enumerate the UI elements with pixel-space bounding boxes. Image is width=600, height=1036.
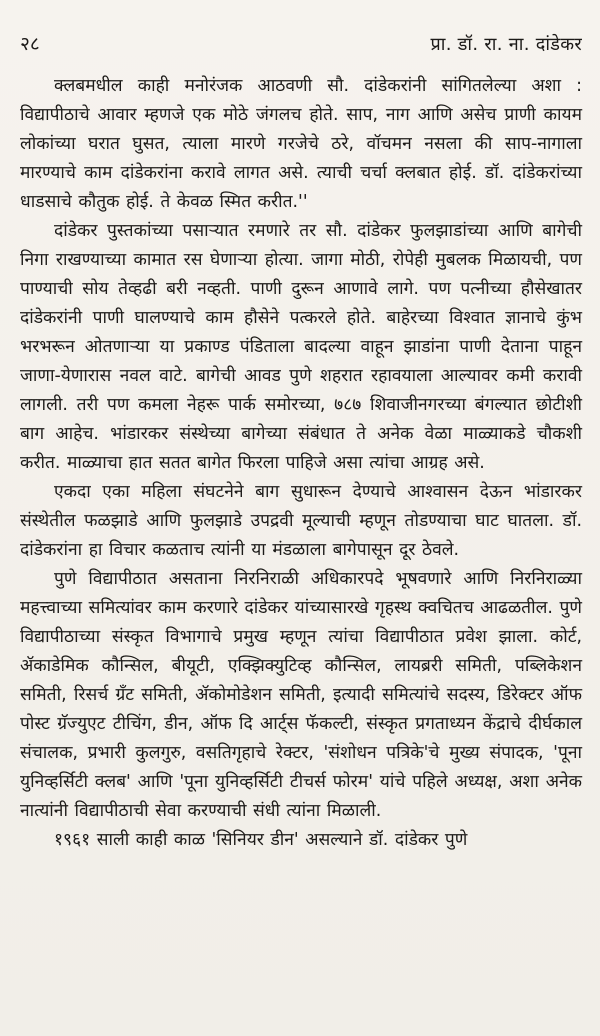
paragraph-womens-organization: एकदा एका महिला संघटनेने बाग सुधारून देण्याचे आश्वासन देऊन भांडारकर संस्थेतील फळझाडे आणि फुलझाडे उपद्रवी मूल्याची म्हणून तोडण्याचा घाट घातला. डॉ. दांडेकरांना हा विचार कळताच त्यांनी या मंडळाला बागेपासून दूर ठेवले. [20,482,582,560]
body-text [20,72,582,855]
page-header [20,30,582,62]
running-title: प्रा. डॉ. रा. ना. दांडेकर [430,34,582,55]
paragraph-garden: दांडेकर पुस्तकांच्या पसाऱ्यात रमणारे तर सौ. दांडेकर फुलझाडांच्या आणि बागेची निगा राखण्याच्या कामात रस घेणाऱ्या होत्या. जागा मोठी, रोपेही मुबलक मिळायची, पण पाण्याची सोय तेव्हढी बरी नव्हती. पाणी दुरून आणावे लागे. पण पत्नीच्या हौसेखातर दांडेकरांनी पाणी घालण्याचे काम हौसेने पत्करले होते. बाहेरच्या विश्वात ज्ञानाचे कुंभ भरभरून ओतणाऱ्या या प्रकाण्ड पंडिताला बादल्या वाहून झाडांना पाणी देताना पाहून जाणा-येणारास नवल वाटे. बागेची आवड पुणे शहरात रहावयाला आल्यावर कमी करावी लागली. तरी पण कमला नेहरू पार्क समोरच्या, ७८७ शिवाजीनगरच्या बंगल्यात छोटीशी बाग आहेच. भांडारकर संस्थेच्या बागेच्या संबंधात ते अनेक वेळा माळ्याकडे चौकशी करीत. माळ्याचा हात सतत बागेत फिरला पाहिजे असा त्यांचा आग्रह असे. [20,221,582,473]
paragraph-club-memories: क्लबमधील काही मनोरंजक आठवणी सौ. दांडेकरांनी सांगितलेल्या अशा : विद्यापीठाचे आवार म्हणजे एक मोठे जंगलच होते. साप, नाग आणि असेच प्राणी कायम लोकांच्या घरात घुसत, त्याला मारणे गरजेचे ठरे, वॉचमन नसला की साप-नागाला मारण्याचे काम दांडेकरांना करावे लागत असे. त्याची चर्चा क्लबात होई. डॉ. दांडेकरांच्या धाडसाचे कौतुक होई. ते केवळ स्मित करीत.'' [20,76,582,212]
paragraph-senior-dean: १९६१ साली काही काळ 'सिनियर डीन' असल्याने डॉ. दांडेकर पुणे [54,830,468,850]
page-number: २८ [20,33,40,55]
paragraph-university-positions: पुणे विद्यापीठात असताना निरनिराळी अधिकारपदे भूषवणारे आणि निरनिराळ्या महत्त्वाच्या समित्यांवर काम करणारे दांडेकर यांच्यासारखे गृहस्थ क्वचितच आढळतील. पुणे विद्यापीठाच्या संस्कृत विभागाचे प्रमुख म्हणून त्यांचा विद्यापीठात प्रवेश झाला. कोर्ट, ॲकाडेमिक कौन्सिल, बीयूटी, एक्झिक्युटिव्ह कौन्सिल, लायब्ररी समिती, पब्लिकेशन समिती, रिसर्च ग्रँट समिती, ॲकोमोडेशन समिती, इत्यादी समित्यांचे सदस्य, डिरेक्टर ऑफ पोस्ट ग्रॅज्युएट टीचिंग, डीन, ऑफ दि आर्ट्स फॅकल्टी, संस्कृत प्रगताध्यन केंद्राचे दीर्घकाल संचालक, प्रभारी कुलगुरु, वसतिगृहाचे रेक्टर, 'संशोधन पत्रिके'चे मुख्य संपादक, 'पूना युनिव्हर्सिटी क्लब' आणि 'पूना युनिव्हर्सिटी टीचर्स फोरम' यांचे पहिले अध्यक्ष, अशा अनेक नात्यांनी विद्यापीठाची सेवा करण्याची संधी त्यांना मिळाली. [20,569,582,821]
